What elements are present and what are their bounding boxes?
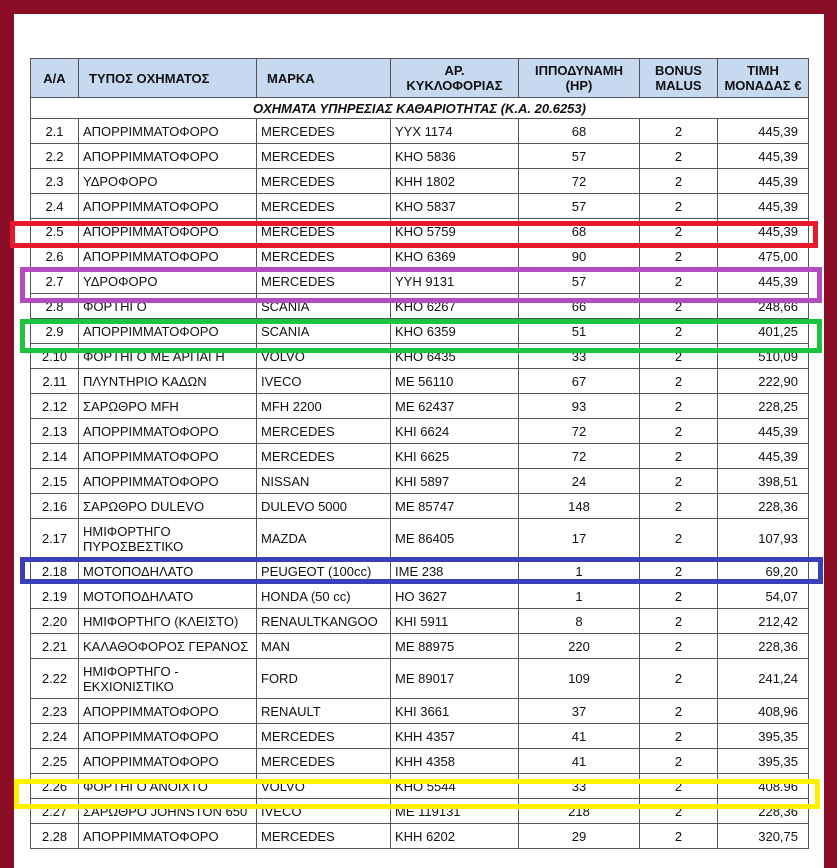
cell-horsepower: 1 [519, 559, 640, 584]
cell-bonus-malus: 2 [640, 269, 718, 294]
cell-aa: 2.24 [31, 724, 79, 749]
table-row [31, 609, 809, 634]
cell-aa: 2.8 [31, 294, 79, 319]
cell-brand: IVECO [257, 799, 391, 824]
cell-brand: SCANIA [257, 294, 391, 319]
cell-unit-price: 228,25 [718, 394, 809, 419]
cell-unit-price: 228,36 [718, 634, 809, 659]
cell-horsepower: 72 [519, 419, 640, 444]
cell-unit-price: 445,39 [718, 144, 809, 169]
cell-bonus-malus: 2 [640, 319, 718, 344]
cell-plate: ΜΕ 89017 [391, 659, 519, 699]
cell-unit-price: 241,24 [718, 659, 809, 699]
cell-unit-price: 222,90 [718, 369, 809, 394]
cell-vehicle-type: ΦΟΡΤΗΓΟ ΑΝΟΙΧΤΟ [79, 774, 257, 799]
cell-vehicle-type: ΚΑΛΑΘΟΦΟΡΟΣ ΓΕΡΑΝΟΣ [79, 634, 257, 659]
cell-vehicle-type: ΥΔΡΟΦΟΡΟ [79, 269, 257, 294]
cell-bonus-malus: 2 [640, 369, 718, 394]
cell-unit-price: 445,39 [718, 194, 809, 219]
cell-bonus-malus: 2 [640, 799, 718, 824]
cell-brand: MAZDA [257, 519, 391, 559]
cell-brand: MERCEDES [257, 144, 391, 169]
cell-plate: ΚΗΙ 5911 [391, 609, 519, 634]
cell-bonus-malus: 2 [640, 294, 718, 319]
cell-brand: MERCEDES [257, 169, 391, 194]
cell-aa: 2.23 [31, 699, 79, 724]
cell-unit-price: 510,09 [718, 344, 809, 369]
cell-aa: 2.11 [31, 369, 79, 394]
cell-plate: ΚΗΟ 6435 [391, 344, 519, 369]
cell-vehicle-type: ΦΟΡΤΗΓΟ [79, 294, 257, 319]
cell-vehicle-type: ΑΠΟΡΡΙΜΜΑΤΟΦΟΡΟ [79, 749, 257, 774]
cell-horsepower: 37 [519, 699, 640, 724]
cell-plate: ΜΕ 88975 [391, 634, 519, 659]
cell-unit-price: 445,39 [718, 119, 809, 144]
cell-bonus-malus: 2 [640, 194, 718, 219]
cell-plate: ΜΕ 62437 [391, 394, 519, 419]
cell-vehicle-type: ΑΠΟΡΡΙΜΜΑΤΟΦΟΡΟ [79, 244, 257, 269]
cell-aa: 2.12 [31, 394, 79, 419]
table-row [31, 824, 809, 849]
table-row [31, 194, 809, 219]
cell-horsepower: 29 [519, 824, 640, 849]
table-row [31, 519, 809, 559]
table-row [31, 119, 809, 144]
cell-aa: 2.20 [31, 609, 79, 634]
cell-brand: MFH 2200 [257, 394, 391, 419]
cell-bonus-malus: 2 [640, 634, 718, 659]
cell-aa: 2.5 [31, 219, 79, 244]
cell-aa: 2.9 [31, 319, 79, 344]
cell-aa: 2.4 [31, 194, 79, 219]
header-bonus-malus: BONUS MALUS [640, 59, 718, 98]
cell-horsepower: 1 [519, 584, 640, 609]
cell-brand: MERCEDES [257, 269, 391, 294]
cell-bonus-malus: 2 [640, 469, 718, 494]
cell-plate: ΜΕ 119131 [391, 799, 519, 824]
cell-brand: MERCEDES [257, 444, 391, 469]
cell-brand: MERCEDES [257, 119, 391, 144]
cell-brand: MAN [257, 634, 391, 659]
cell-brand: FORD [257, 659, 391, 699]
cell-brand: IVECO [257, 369, 391, 394]
cell-horsepower: 41 [519, 724, 640, 749]
cell-horsepower: 67 [519, 369, 640, 394]
cell-horsepower: 33 [519, 344, 640, 369]
cell-brand: DULEVO 5000 [257, 494, 391, 519]
cell-brand: VOLVO [257, 344, 391, 369]
cell-vehicle-type: ΑΠΟΡΡΙΜΜΑΤΟΦΟΡΟ [79, 319, 257, 344]
cell-unit-price: 398,51 [718, 469, 809, 494]
cell-vehicle-type: ΗΜΙΦΟΡΤΗΓΟ - ΕΚΧΙΟΝΙΣΤΙΚΟ [79, 659, 257, 699]
cell-unit-price: 401,25 [718, 319, 809, 344]
cell-plate: ΜΕ 56110 [391, 369, 519, 394]
cell-vehicle-type: ΜΟΤΟΠΟΔΗΛΑΤΟ [79, 559, 257, 584]
header-horsepower: ΙΠΠΟΔΥΝΑΜΗ (HP) [519, 59, 640, 98]
cell-plate: ΚΗΙ 3661 [391, 699, 519, 724]
table-row [31, 169, 809, 194]
table-row [31, 659, 809, 699]
cell-horsepower: 57 [519, 144, 640, 169]
cell-unit-price: 248,66 [718, 294, 809, 319]
cell-plate: ΚΗΗ 4358 [391, 749, 519, 774]
cell-brand: RENAULT [257, 699, 391, 724]
cell-bonus-malus: 2 [640, 119, 718, 144]
cell-bonus-malus: 2 [640, 824, 718, 849]
cell-unit-price: 212,42 [718, 609, 809, 634]
header-brand: ΜΑΡΚΑ [257, 59, 391, 98]
cell-bonus-malus: 2 [640, 559, 718, 584]
table-row [31, 369, 809, 394]
cell-plate: ΚΗΟ 5837 [391, 194, 519, 219]
cell-bonus-malus: 2 [640, 699, 718, 724]
table-row [31, 244, 809, 269]
cell-brand: MERCEDES [257, 219, 391, 244]
cell-aa: 2.21 [31, 634, 79, 659]
cell-bonus-malus: 2 [640, 774, 718, 799]
cell-bonus-malus: 2 [640, 444, 718, 469]
section-title: ΟΧΗΜΑΤΑ ΥΠΗΡΕΣΙΑΣ ΚΑΘΑΡΙΟΤΗΤΑΣ (Κ.Α. 20.6253) [31, 98, 809, 119]
cell-vehicle-type: ΑΠΟΡΡΙΜΜΑΤΟΦΟΡΟ [79, 699, 257, 724]
cell-unit-price: 228,36 [718, 494, 809, 519]
cell-vehicle-type: ΑΠΟΡΡΙΜΜΑΤΟΦΟΡΟ [79, 144, 257, 169]
cell-horsepower: 109 [519, 659, 640, 699]
cell-horsepower: 8 [519, 609, 640, 634]
cell-plate: ΜΕ 85747 [391, 494, 519, 519]
cell-aa: 2.25 [31, 749, 79, 774]
table-row [31, 419, 809, 444]
cell-vehicle-type: ΣΑΡΩΘΡΟ JOHNSTON 650 [79, 799, 257, 824]
cell-plate: ΥΥΧ 1174 [391, 119, 519, 144]
cell-plate: ΗΟ 3627 [391, 584, 519, 609]
cell-brand: MERCEDES [257, 749, 391, 774]
cell-plate: ΚΗΟ 5759 [391, 219, 519, 244]
cell-aa: 2.22 [31, 659, 79, 699]
cell-vehicle-type: ΑΠΟΡΡΙΜΜΑΤΟΦΟΡΟ [79, 824, 257, 849]
cell-horsepower: 148 [519, 494, 640, 519]
cell-vehicle-type: ΗΜΙΦΟΡΤΗΓΟ (ΚΛΕΙΣΤΟ) [79, 609, 257, 634]
cell-vehicle-type: ΠΛΥΝΤΗΡΙΟ ΚΑΔΩΝ [79, 369, 257, 394]
cell-horsepower: 57 [519, 194, 640, 219]
cell-aa: 2.7 [31, 269, 79, 294]
cell-horsepower: 33 [519, 774, 640, 799]
cell-bonus-malus: 2 [640, 584, 718, 609]
section-row [31, 98, 809, 119]
cell-horsepower: 220 [519, 634, 640, 659]
header-vehicle-type: ΤΥΠΟΣ ΟΧΗΜΑΤΟΣ [79, 59, 257, 98]
cell-brand: RENAULTKANGOO [257, 609, 391, 634]
cell-vehicle-type: ΑΠΟΡΡΙΜΜΑΤΟΦΟΡΟ [79, 724, 257, 749]
cell-aa: 2.17 [31, 519, 79, 559]
cell-vehicle-type: ΑΠΟΡΡΙΜΜΑΤΟΦΟΡΟ [79, 419, 257, 444]
table-row [31, 319, 809, 344]
cell-vehicle-type: ΑΠΟΡΡΙΜΜΑΤΟΦΟΡΟ [79, 219, 257, 244]
cell-bonus-malus: 2 [640, 244, 718, 269]
cell-horsepower: 57 [519, 269, 640, 294]
cell-horsepower: 72 [519, 169, 640, 194]
cell-plate: ΚΗΙ 6625 [391, 444, 519, 469]
cell-aa: 2.13 [31, 419, 79, 444]
cell-horsepower: 93 [519, 394, 640, 419]
cell-bonus-malus: 2 [640, 344, 718, 369]
cell-aa: 2.19 [31, 584, 79, 609]
cell-brand: SCANIA [257, 319, 391, 344]
table-row [31, 559, 809, 584]
cell-aa: 2.14 [31, 444, 79, 469]
cell-unit-price: 475,00 [718, 244, 809, 269]
cell-aa: 2.3 [31, 169, 79, 194]
table-row [31, 724, 809, 749]
cell-brand: NISSAN [257, 469, 391, 494]
table-row [31, 494, 809, 519]
cell-unit-price: 445,39 [718, 269, 809, 294]
header-plate: ΑΡ. ΚΥΚΛΟΦΟΡΙΑΣ [391, 59, 519, 98]
cell-plate: ΚΗΟ 6359 [391, 319, 519, 344]
table-row [31, 774, 809, 799]
cell-unit-price: 69,20 [718, 559, 809, 584]
table-row [31, 469, 809, 494]
cell-plate: ΚΗΙ 5897 [391, 469, 519, 494]
cell-aa: 2.1 [31, 119, 79, 144]
table-row [31, 799, 809, 824]
cell-aa: 2.16 [31, 494, 79, 519]
cell-aa: 2.26 [31, 774, 79, 799]
table-row [31, 749, 809, 774]
cell-unit-price: 395,35 [718, 749, 809, 774]
cell-bonus-malus: 2 [640, 394, 718, 419]
cell-brand: HONDA (50 cc) [257, 584, 391, 609]
cell-aa: 2.15 [31, 469, 79, 494]
cell-bonus-malus: 2 [640, 169, 718, 194]
cell-vehicle-type: ΣΑΡΩΘΡΟ DULEVO [79, 494, 257, 519]
cell-brand: MERCEDES [257, 419, 391, 444]
cell-unit-price: 107,93 [718, 519, 809, 559]
cell-unit-price: 228,36 [718, 799, 809, 824]
cell-aa: 2.27 [31, 799, 79, 824]
cell-brand: MERCEDES [257, 724, 391, 749]
cell-vehicle-type: ΑΠΟΡΡΙΜΜΑΤΟΦΟΡΟ [79, 119, 257, 144]
cell-plate: ΥΥΗ 9131 [391, 269, 519, 294]
header-aa: Α/Α [31, 59, 79, 98]
table-row [31, 699, 809, 724]
cell-brand: VOLVO [257, 774, 391, 799]
cell-horsepower: 17 [519, 519, 640, 559]
cell-plate: ΙΜΕ 238 [391, 559, 519, 584]
cell-horsepower: 66 [519, 294, 640, 319]
table-row [31, 294, 809, 319]
cell-horsepower: 90 [519, 244, 640, 269]
cell-plate: ΚΗΟ 6267 [391, 294, 519, 319]
table-row [31, 344, 809, 369]
cell-horsepower: 41 [519, 749, 640, 774]
cell-plate: ΚΗΟ 5544 [391, 774, 519, 799]
table-header-row [31, 59, 809, 98]
cell-vehicle-type: ΑΠΟΡΡΙΜΜΑΤΟΦΟΡΟ [79, 194, 257, 219]
cell-aa: 2.2 [31, 144, 79, 169]
cell-bonus-malus: 2 [640, 494, 718, 519]
cell-plate: ΜΕ 86405 [391, 519, 519, 559]
vehicle-table [30, 58, 809, 849]
cell-vehicle-type: ΗΜΙΦΟΡΤΗΓΟ ΠΥΡΟΣΒΕΣΤΙΚΟ [79, 519, 257, 559]
cell-unit-price: 445,39 [718, 219, 809, 244]
cell-vehicle-type: ΑΠΟΡΡΙΜΜΑΤΟΦΟΡΟ [79, 469, 257, 494]
cell-plate: ΚΗΟ 6369 [391, 244, 519, 269]
cell-bonus-malus: 2 [640, 609, 718, 634]
cell-plate: ΚΗΙ 6624 [391, 419, 519, 444]
cell-unit-price: 445,39 [718, 419, 809, 444]
cell-bonus-malus: 2 [640, 724, 718, 749]
cell-vehicle-type: ΥΔΡΟΦΟΡΟ [79, 169, 257, 194]
cell-horsepower: 68 [519, 219, 640, 244]
table-row [31, 394, 809, 419]
cell-unit-price: 320,75 [718, 824, 809, 849]
cell-unit-price: 408.96 [718, 774, 809, 799]
cell-aa: 2.18 [31, 559, 79, 584]
cell-horsepower: 24 [519, 469, 640, 494]
cell-unit-price: 445,39 [718, 444, 809, 469]
cell-plate: ΚΗΗ 4357 [391, 724, 519, 749]
cell-unit-price: 54,07 [718, 584, 809, 609]
cell-unit-price: 408,96 [718, 699, 809, 724]
cell-vehicle-type: ΑΠΟΡΡΙΜΜΑΤΟΦΟΡΟ [79, 444, 257, 469]
cell-aa: 2.28 [31, 824, 79, 849]
cell-brand: MERCEDES [257, 244, 391, 269]
table-row [31, 219, 809, 244]
document-page [14, 14, 824, 868]
cell-horsepower: 72 [519, 444, 640, 469]
cell-vehicle-type: ΦΟΡΤΗΓΟ ΜΕ ΑΡΠΑΓΗ [79, 344, 257, 369]
cell-vehicle-type: ΜΟΤΟΠΟΔΗΛΑΤΟ [79, 584, 257, 609]
header-unit-price: ΤΙΜΗ ΜΟΝΑΔΑΣ € [718, 59, 809, 98]
cell-vehicle-type: ΣΑΡΩΘΡΟ MFH [79, 394, 257, 419]
cell-plate: ΚΗΗ 1802 [391, 169, 519, 194]
cell-plate: ΚΗΗ 6202 [391, 824, 519, 849]
table-row [31, 634, 809, 659]
cell-plate: ΚΗΟ 5836 [391, 144, 519, 169]
cell-horsepower: 51 [519, 319, 640, 344]
cell-brand: MERCEDES [257, 824, 391, 849]
cell-bonus-malus: 2 [640, 219, 718, 244]
table-row [31, 444, 809, 469]
cell-brand: PEUGEOT (100cc) [257, 559, 391, 584]
table-row [31, 144, 809, 169]
cell-unit-price: 445,39 [718, 169, 809, 194]
cell-unit-price: 395,35 [718, 724, 809, 749]
cell-horsepower: 68 [519, 119, 640, 144]
cell-brand: MERCEDES [257, 194, 391, 219]
cell-aa: 2.10 [31, 344, 79, 369]
cell-bonus-malus: 2 [640, 144, 718, 169]
table-row [31, 269, 809, 294]
table-row [31, 584, 809, 609]
cell-bonus-malus: 2 [640, 659, 718, 699]
cell-bonus-malus: 2 [640, 419, 718, 444]
cell-bonus-malus: 2 [640, 519, 718, 559]
cell-aa: 2.6 [31, 244, 79, 269]
cell-horsepower: 218 [519, 799, 640, 824]
cell-bonus-malus: 2 [640, 749, 718, 774]
